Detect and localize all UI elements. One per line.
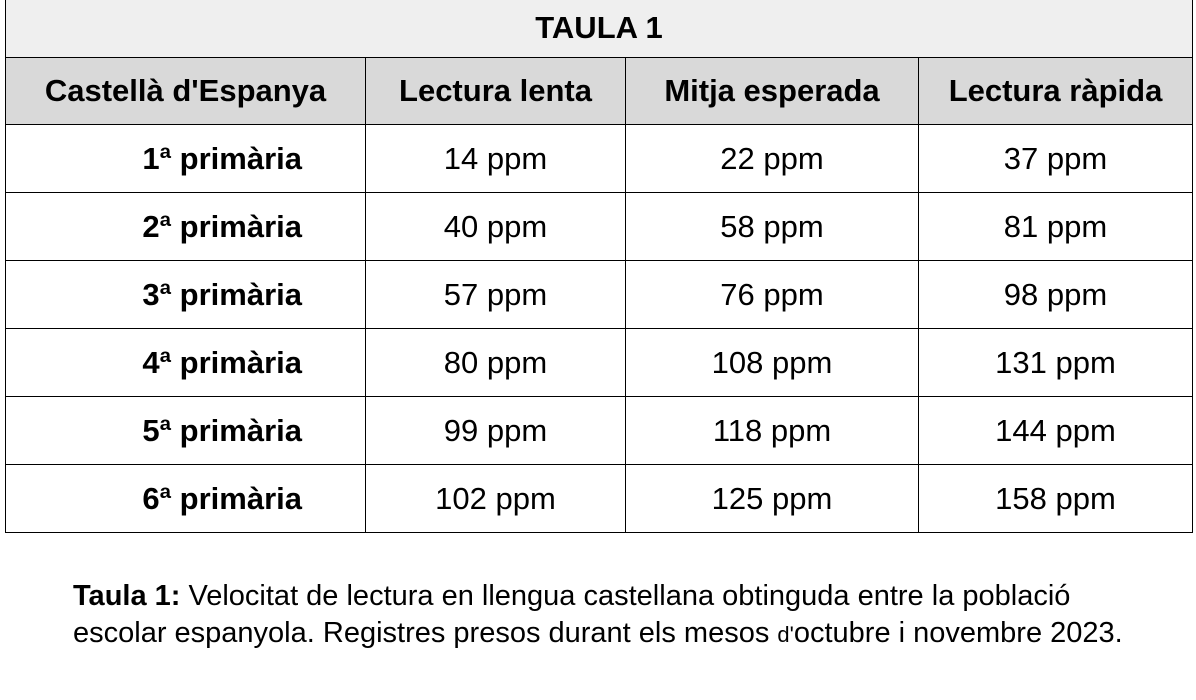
table-row — [6, 397, 1193, 465]
table-caption — [73, 578, 1153, 653]
reading-speed-table — [5, 0, 1193, 533]
table-cell: 144 ppm — [919, 397, 1193, 465]
caption-lead: Taula 1: — [73, 580, 181, 612]
table-cell: 98 ppm — [919, 261, 1193, 329]
table-cell: 81 ppm — [919, 193, 1193, 261]
caption-text: Velocitat de lectura en llengua castellana obtinguda entre la població escolar espanyola. Registres presos durant els mesos — [73, 580, 1071, 649]
table-cell: 118 ppm — [626, 397, 919, 465]
table-cell: 108 ppm — [626, 329, 919, 397]
column-header: Lectura ràpida — [919, 58, 1193, 125]
table-cell: 131 ppm — [919, 329, 1193, 397]
table-title: TAULA 1 — [6, 0, 1193, 58]
table-cell: 40 ppm — [366, 193, 626, 261]
table-cell: 58 ppm — [626, 193, 919, 261]
table-row — [6, 261, 1193, 329]
table-cell: 158 ppm — [919, 465, 1193, 533]
table-cell: 125 ppm — [626, 465, 919, 533]
row-label: 4ª primària — [6, 329, 366, 397]
row-label: 5ª primària — [6, 397, 366, 465]
table-cell: 22 ppm — [626, 125, 919, 193]
column-header: Castellà d'Espanya — [6, 58, 366, 125]
table-title-row — [6, 0, 1193, 58]
row-label: 2ª primària — [6, 193, 366, 261]
table-row — [6, 125, 1193, 193]
table-header-row — [6, 58, 1193, 125]
table-cell: 76 ppm — [626, 261, 919, 329]
column-header: Mitja esperada — [626, 58, 919, 125]
table-row — [6, 193, 1193, 261]
column-header: Lectura lenta — [366, 58, 626, 125]
table-row — [6, 465, 1193, 533]
table-cell: 57 ppm — [366, 261, 626, 329]
caption-small-prefix: d' — [777, 622, 794, 647]
table-cell: 102 ppm — [366, 465, 626, 533]
table-cell: 80 ppm — [366, 329, 626, 397]
table-row — [6, 329, 1193, 397]
row-label: 6ª primària — [6, 465, 366, 533]
caption-tail: octubre i novembre 2023. — [793, 617, 1123, 649]
table-cell: 99 ppm — [366, 397, 626, 465]
table-cell: 14 ppm — [366, 125, 626, 193]
table-cell: 37 ppm — [919, 125, 1193, 193]
row-label: 1ª primària — [6, 125, 366, 193]
row-label: 3ª primària — [6, 261, 366, 329]
